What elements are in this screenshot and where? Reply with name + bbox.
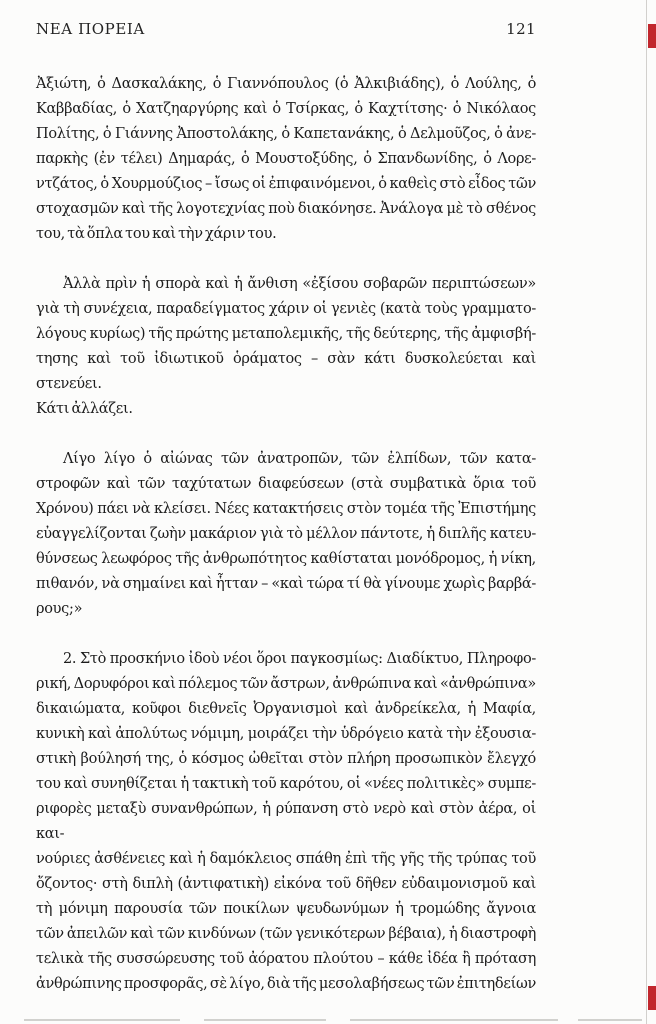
text-line: Πολίτης, ὁ Γιάννης Ἀποστολάκης, ὁ Καπετανάκης, ὁ Δελμοῦζος, ὁ ἀνε-	[36, 126, 536, 142]
paragraph	[36, 447, 536, 622]
text-line: 2. Στὸ προσκήνιο ἰδοὺ νέοι ὅροι παγκοσμίως: Διαδίκτυο, Πληροφο-	[63, 651, 536, 667]
text-line: ριφορὲς μεταξὺ συνανθρώπων, ἡ ρύπανση στὸ νερὸ καὶ στὸν ἀέρα, οἱ και-	[36, 801, 536, 842]
paragraph	[36, 647, 536, 997]
paragraph	[36, 72, 536, 247]
running-head	[36, 20, 536, 38]
scan-bottom-edge-segment	[24, 1019, 180, 1021]
page-number: 121	[506, 20, 536, 38]
scan-bottom-edge-segment	[578, 1019, 642, 1021]
text-line: λόγους κυρίως) τῆς πρώτης μεταπολεμικῆς, τῆς δεύτερης, τῆς ἀμφισβή-	[36, 326, 536, 342]
text-line: θύνσεως λεωφόρος τῆς ἀνθρωπότητος καθίσταται μονόδρομος, ἡ νίκη,	[36, 551, 536, 567]
red-mark-bottom	[648, 986, 656, 1010]
text-line: Κάτι ἀλλάζει.	[36, 401, 133, 417]
text-line: του, τὰ ὅπλα του καὶ τὴν χάριν του.	[36, 226, 277, 242]
text-line: τησης καὶ τοῦ ἰδιωτικοῦ ὁράματος – σὰν κάτι δυσκολεύεται καὶ στενεύει.	[36, 351, 536, 392]
text-line: νούριες ἀσθένειες καὶ ἡ δαμόκλειος σπάθη ἐπὶ τῆς γῆς τῆς τρύπας τοῦ	[36, 851, 536, 867]
text-line: πιθανόν, νὰ σημαίνει καὶ ἧτταν – «καὶ τώρα τί θὰ γίνουμε χωρὶς βαρβά-	[36, 576, 536, 592]
text-line: στροφῶν καὶ τῶν ταχύτατων διαφεύσεων (στὰ συμβατικὰ ὅρια τοῦ	[36, 476, 536, 492]
text-line: παρκὴς (ἐν τέλει) Δημαράς, ὁ Μουστοξύδης, ὁ Σπανδωνίδης, ὁ Λορε-	[36, 151, 536, 167]
text-line: του καὶ συνηθίζεται ἡ τακτικὴ τοῦ καρότου, οἱ «νέες πολιτικὲς» συμπε-	[36, 776, 536, 792]
text-line: τὴ μόνιμη παρουσία τῶν ποικίλων ψευδωνύμων ἡ τρομώδης ἄγνοια	[36, 901, 536, 917]
paragraph	[36, 272, 536, 422]
running-title: ΝΕΑ ΠΟΡΕΙΑ	[36, 20, 145, 38]
text-line: ντζάτος, ὁ Χουρμούζιος – ἴσως οἱ ἐπιφαινόμενοι, ὁ καθεὶς στὸ εἶδος τῶν	[36, 176, 536, 192]
text-line: στοχασμῶν καὶ τῆς λογοτεχνίας ποὺ διακόνησε. Ἀνάλογα μὲ τὸ σθένος	[36, 201, 536, 217]
text-line: τελικὰ τῆς συσσώρευσης τοῦ ἀόρατου πλούτου – κάθε ἰδέα ἢ πρόταση	[36, 951, 536, 967]
text-line: Ἀξιώτη, ὁ Δασκαλάκης, ὁ Γιαννόπουλος (ὁ Ἀλκιβιάδης), ὁ Λούλης, ὁ	[36, 76, 536, 92]
text-line: γιὰ τὴ συνέχεια, παραδείγματος χάριν οἱ γενιὲς (κατὰ τοὺς γραμματο-	[36, 301, 536, 317]
scan-bottom-edge-segment	[350, 1019, 558, 1021]
body-text	[36, 72, 536, 997]
text-line: ἀνθρώπινης προσφορᾶς, σὲ λίγο, διὰ τῆς μεσολαβήσεως τῶν ἐπιτηδείων	[36, 976, 536, 992]
text-line: ρική, Δορυφόροι καὶ πόλεμος τῶν ἄστρων, ἀνθρώπινα καὶ «ἀνθρώπινα»	[36, 676, 536, 692]
text-line: Χρόνου) πάει νὰ κλείσει. Νέες κατακτήσεις στὸν τομέα τῆς Ἐπιστήμης	[36, 501, 536, 517]
red-mark-top	[648, 24, 656, 48]
text-line: Καββαδίας, ὁ Χατζηαργύρης καὶ ὁ Τσίρκας, ὁ Καχτίτσης· ὁ Νικόλαος	[36, 101, 536, 117]
text-line: κυνικὴ καὶ ἀπολύτως νόμιμη, μοιράζει τὴν ὑδρόγειο κατὰ τὴν ἐξουσια-	[36, 726, 536, 742]
text-line: στικὴ βούλησή της, ὁ κόσμος ὠθεῖται στὸν πλήρη προσωπικὸν ἔλεγχό	[36, 751, 536, 767]
text-line: ρους;»	[36, 601, 83, 617]
text-line: εὐαγγελίζονται ζωὴν μακάριον γιὰ τὸ μέλλον πάντοτε, ἡ διπλῆς κατευ-	[36, 526, 536, 542]
text-line: Ἀλλὰ πρὶν ἡ σπορὰ καὶ ἡ ἄνθιση «ἐξίσου σοβαρῶν περιπτώσεων»	[63, 276, 536, 292]
scan-bottom-edge-segment	[204, 1019, 326, 1021]
text-line: Λίγο λίγο ὁ αἰώνας τῶν ἀνατροπῶν, τῶν ἐλπίδων, τῶν κατα-	[63, 451, 536, 467]
text-line: ὄζοντος· στὴ διπλὴ (ἀντιφατικὴ) εἰκόνα τοῦ δῆθεν εὐδαιμονισμοῦ καὶ	[36, 876, 536, 892]
text-line: τῶν ἀπειλῶν καὶ τῶν κινδύνων (τῶν γενικότερων βέβαια), ἡ διαστροφὴ	[36, 926, 536, 942]
scan-page-edge	[646, 0, 647, 1024]
text-line: δικαιώματα, κοῦφοι διεθνεῖς Ὀργανισμοὶ καὶ ἀνδρείκελα, ἡ Μαφία,	[36, 701, 536, 717]
